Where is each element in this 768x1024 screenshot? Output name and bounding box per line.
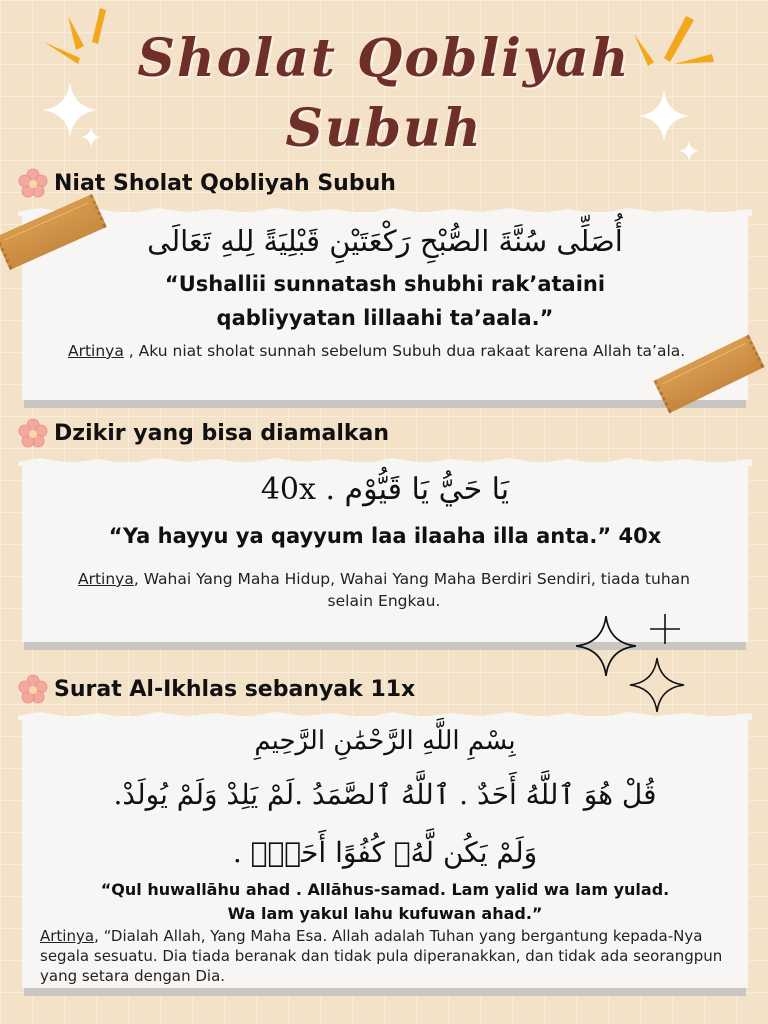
meaning-text: , “Dialah Allah, Yang Maha Esa. Allah adalah Tuhan yang bergantung kepada-Nya segala sesuatu. Dia tiada beranak dan tidak pula diperanakkan, dan tidak ada seorangpun yang setara dengan Dia.: [40, 927, 723, 985]
ikhlas-latin-line1: “Qul huwallāhu ahad . Allāhus-samad. Lam yalid wa lam yulad.: [100, 880, 670, 899]
meaning-text: , Wahai Yang Maha Hidup, Wahai Yang Maha Berdiri Sendiri, tiada tuhan selain Engkau.: [133, 570, 690, 610]
meaning-label: Artinya: [78, 570, 134, 588]
section-heading-text: Surat Al-Ikhlas sebanyak 11x: [54, 676, 416, 702]
dzikir-latin: “Ya hayyu ya qayyum laa ilaaha illa anta.” 40x: [108, 524, 662, 548]
flower-icon: [18, 674, 48, 704]
niat-arabic: أُصَلِّى سُنَّةَ الصُّبْحِ رَكْعَتَيْنِ قَبْلِيَةً لِلهِ تَعَالَى: [147, 224, 623, 258]
section-heading-niat: [18, 168, 396, 198]
ikhlas-meaning: [40, 926, 730, 986]
ikhlas-latin-line2: Wa lam yakul lahu kufuwan ahad.”: [227, 904, 543, 923]
card-niat: [22, 212, 748, 400]
ikhlas-arabic-line2: وَلَمْ يَكُن لَّهُۥ كُفُوًا أَحَدٌۢ .: [232, 836, 538, 869]
section-heading-text: Dzikir yang bisa diamalkan: [54, 420, 390, 446]
niat-latin-line2: qabliyyatan lillaahi ta’aala.”: [216, 306, 554, 330]
flower-icon: [18, 168, 48, 198]
page-title: Sholat Qobliyah: [137, 28, 631, 89]
card-dzikir: [22, 462, 748, 642]
ikhlas-arabic-line1: قُلْ هُوَ ٱللَّهُ أَحَدٌ . ٱللَّهُ ٱلصَّمَدُ .لَمْ يَلِدْ وَلَمْ يُولَدْ.: [113, 778, 657, 811]
meaning-label: Artinya: [68, 342, 124, 360]
plus-sparkle-icon: [648, 612, 682, 646]
dzikir-arabic: يَا حَيُّ يَا قَيُّوْم . 40x: [260, 472, 510, 507]
section-heading-text: Niat Sholat Qobliyah Subuh: [54, 170, 396, 196]
page-title-line2: Subuh: [285, 98, 483, 159]
sparkle-outline-icon: [628, 656, 686, 714]
meaning-text: , Aku niat sholat sunnah sebelum Subuh dua rakaat karena Allah ta’ala.: [123, 342, 686, 360]
basmalah: بِسْمِ اللَّهِ الرَّحْمَٰنِ الرَّحِيمِ: [254, 726, 516, 756]
section-heading-dzikir: [18, 418, 389, 448]
dzikir-meaning: [74, 568, 694, 612]
meaning-label: Artinya: [40, 927, 95, 945]
niat-latin-line1: “Ushallii sunnatash shubhi rak’ataini: [164, 272, 606, 296]
niat-meaning: [68, 340, 688, 362]
card-ikhlas: [22, 716, 748, 988]
section-heading-ikhlas: [18, 674, 415, 704]
flower-icon: [18, 418, 48, 448]
